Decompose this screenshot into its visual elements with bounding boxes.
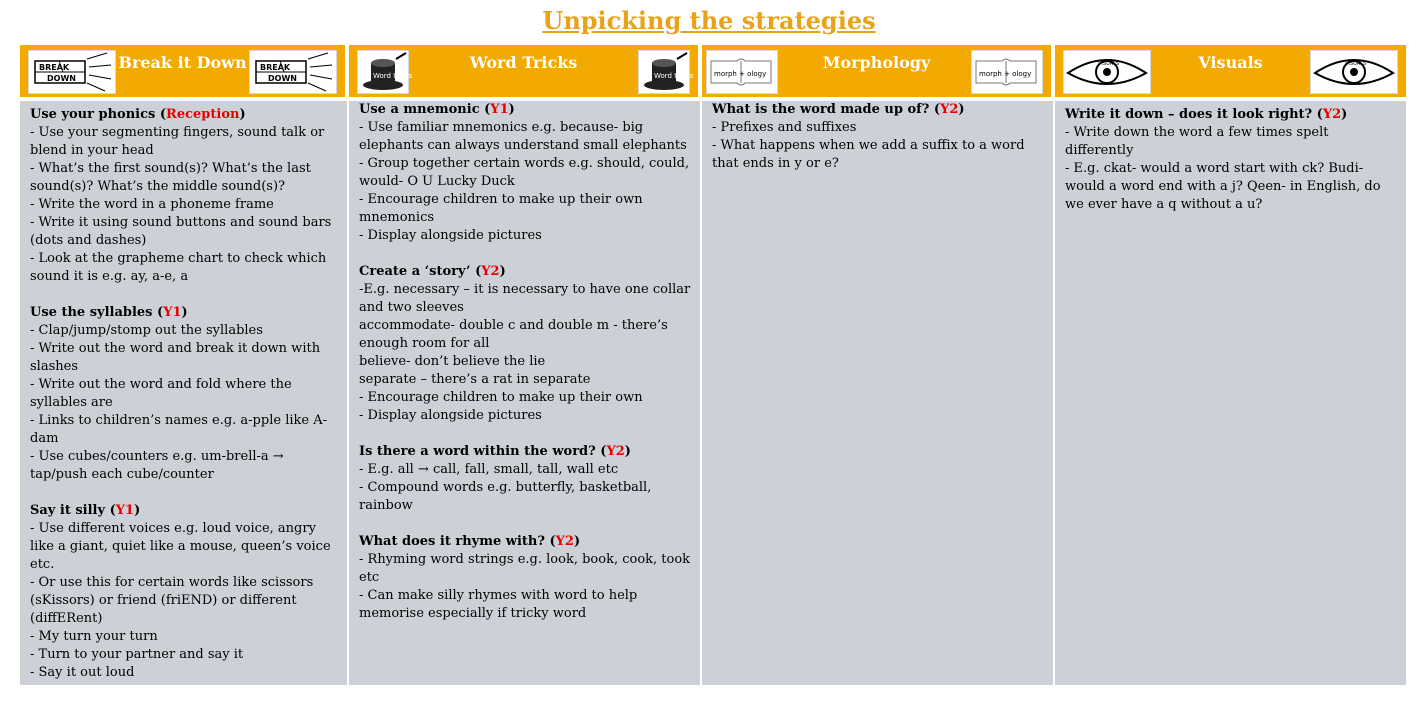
svg-text:VISUALS: VISUALS [1098, 61, 1120, 67]
list-item: - Say it out loud [30, 665, 135, 680]
header-morphology [702, 45, 1053, 97]
list-item: - Write out the word and break it down with slashes [30, 341, 321, 374]
break-it-down-icon [249, 50, 337, 94]
list-item: - E.g. ckat- would a word start with ck? Budi- would a word end with a j? Qeen- in English, do we ever have a q without a u? [1065, 161, 1381, 212]
year-tag: Y2 [940, 102, 959, 117]
list-item: - Write it using sound buttons and sound bars (dots and dashes) [30, 215, 332, 248]
section-heading: Is there a word within the word? (Y2) [359, 444, 631, 459]
header-visuals [1055, 45, 1406, 97]
column-body-break-it-down [20, 101, 347, 685]
list-item: - Use cubes/counters e.g. um-brell-a → tap/push each cube/counter [30, 449, 284, 482]
column-body-word-tricks [349, 101, 700, 685]
section-heading: Say it silly (Y1) [30, 503, 141, 518]
section-heading: What does it rhyme with? (Y2) [359, 534, 581, 549]
list-item: - Can make silly rhymes with word to help memorise especially if tricky word [359, 588, 638, 621]
strategies-table [20, 45, 1406, 685]
year-tag: Y1 [115, 503, 135, 518]
svg-text:DOWN: DOWN [268, 74, 297, 83]
section-heading: Use your phonics (Reception) [30, 107, 246, 122]
header-label: Morphology [822, 53, 931, 72]
header-label: Break it Down [118, 53, 247, 72]
list-item: -E.g. necessary – it is necessary to have one collar and two sleeves [359, 282, 691, 315]
list-item: - Use your segmenting fingers, sound talk or blend in your head [30, 125, 325, 158]
svg-text:VISUALS: VISUALS [1345, 61, 1367, 67]
svg-text:DOWN: DOWN [47, 74, 76, 83]
list-item: - Write down the word a few times spelt differently [1065, 125, 1329, 158]
list-item: believe- don’t believe the lie [359, 354, 546, 369]
puzzle-icon [971, 50, 1043, 94]
svg-text:morph + ology: morph + ology [714, 70, 767, 78]
svg-text:morph + ology: morph + ology [979, 70, 1032, 78]
list-item: - Encourage children to make up their own mnemonics [359, 192, 643, 225]
list-item: - Links to children’s names e.g. a-pple like A-dam [30, 413, 327, 446]
list-item: - Or use this for certain words like scissors (sKissors) or friend (friEND) or different (diffERent) [30, 575, 314, 626]
header-break-it-down [20, 45, 347, 97]
year-tag: Y2 [555, 534, 574, 549]
list-item: - Look at the grapheme chart to check which sound it is e.g. ay, a-e, a [30, 251, 327, 284]
section-heading: What is the word made up of? (Y2) [712, 102, 965, 117]
list-item: - My turn your turn [30, 629, 158, 644]
year-tag: Y2 [606, 444, 625, 459]
magic-hat-icon [638, 50, 694, 94]
svg-text:BREAK: BREAK [39, 63, 70, 72]
header-word-tricks [349, 45, 700, 97]
section-heading: Use the syllables (Y1) [30, 305, 188, 320]
list-item: accommodate- double c and double m - there’s enough room for all [359, 318, 668, 351]
list-item: - Write out the word and fold where the syllables are [30, 377, 292, 410]
list-item: - Display alongside pictures [359, 408, 542, 423]
eye-icon [1310, 50, 1398, 94]
year-tag: Y2 [481, 264, 500, 279]
column-body-visuals [1055, 101, 1406, 685]
header-label: Word Tricks [469, 53, 578, 72]
svg-text:Word tricks: Word tricks [654, 72, 694, 80]
year-tag: Reception [166, 107, 240, 122]
list-item: - Compound words e.g. butterfly, basketball, rainbow [359, 480, 652, 513]
year-tag: Y2 [1322, 107, 1342, 122]
list-item: - Use familiar mnemonics e.g. because- big elephants can always understand small elephants [359, 120, 687, 153]
header-label: Visuals [1198, 53, 1263, 72]
list-item: - What happens when we add a suffix to a word that ends in y or e? [712, 138, 1025, 171]
year-tag: Y1 [490, 102, 509, 117]
svg-text:BREAK: BREAK [260, 63, 291, 72]
section-heading: Write it down – does it look right? (Y2) [1065, 107, 1348, 122]
list-item: - Use different voices e.g. loud voice, angry like a giant, quiet like a mouse, queen’s voice etc. [30, 521, 331, 572]
list-item: - Display alongside pictures [359, 228, 542, 243]
list-item: - What’s the first sound(s)? What’s the last sound(s)? What’s the middle sound(s)? [30, 161, 311, 194]
year-tag: Y1 [163, 305, 182, 320]
list-item: - E.g. all → call, fall, small, tall, wall etc [359, 462, 619, 477]
list-item: - Group together certain words e.g. should, could, would- O U Lucky Duck [359, 156, 690, 189]
list-item: - Rhyming word strings e.g. look, book, cook, took etc [359, 552, 691, 585]
page-title: Unpicking the strategies [542, 6, 876, 35]
list-item: - Turn to your partner and say it [30, 647, 244, 662]
list-item: separate – there’s a rat in separate [359, 372, 591, 387]
list-item: - Write the word in a phoneme frame [30, 197, 274, 212]
list-item: - Prefixes and suffixes [712, 120, 857, 135]
list-item: - Encourage children to make up their own [359, 390, 643, 405]
section-heading: Use a mnemonic (Y1) [359, 102, 515, 117]
svg-text:Word tricks: Word tricks [373, 72, 413, 80]
section-heading: Create a ‘story’ (Y2) [359, 264, 506, 279]
column-body-morphology [702, 101, 1053, 685]
list-item: - Clap/jump/stomp out the syllables [30, 323, 263, 338]
